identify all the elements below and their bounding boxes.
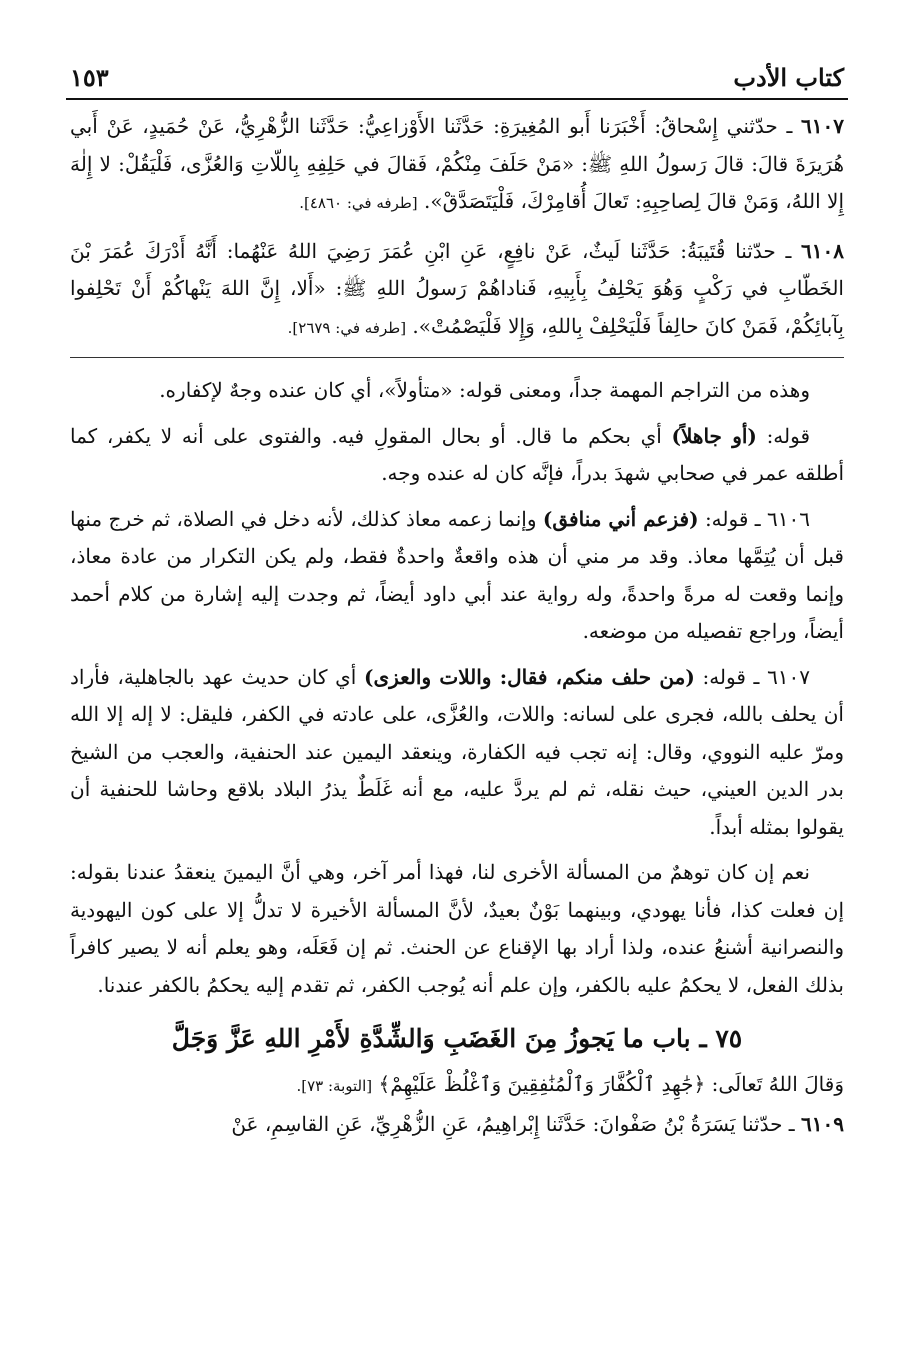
commentary-text: أي كان حديث عهد بالجاهلية، فأراد أن يحلف بالله، فجرى على لسانه: واللات، والعُزَّى، على عادته في الكفر، فليقل: لا إله إلا الله ومرّ عليه النووي، وقال: إنه تجب فيه الكفارة، وينعقد اليمين عند الحنفية، والعجب من الشيخ بدر الدين العيني، حيث نقله، ثم لم يردَّ عليه، مع أنه غَلَطٌ يذرُ البلاد بلاقع وحاشا للحنفية أن يقولوا بمثله أبداً.: [70, 664, 845, 839]
hadith-number: ٦١٠٩: [801, 1111, 844, 1136]
commentary-quote: (من حلف منكم، فقال: واللات والعزى): [364, 664, 695, 689]
hadith-text: حدّثني إِسْحاقُ: أَخْبَرَنا أَبو المُغِيرَةِ: حَدَّثَنا الأَوْزاعِيُّ: حَدَّثَنا الزُّهْرِيُّ، عَنْ حُمَيدٍ، عَنْ أَبي هُرَيرَةَ قالَ: قالَ رَسولُ اللهِ ﷺ: «مَنْ حَلَفَ مِنْكُمْ، فَقالَ في حَلِفِهِ بِاللّاتِ وَالعُزَّى، فَلْيَقُلْ: لا إِلٰهَ إِلا اللهُ، وَمَنْ قالَ لِصاحِبِهِ: تَعالَ أُقامِرْكَ، فَلْيَتَصَدَّقْ».: [70, 114, 844, 213]
commentary-text: وهذه من التراجم المهمة جداً، ومعنى قوله: «متأولاً»، أي كان عنده وجهٌ لإكفاره.: [159, 378, 810, 402]
commentary-quote: (أو جاهلاً): [671, 423, 757, 448]
book-title: كتاب الأدب: [733, 63, 844, 92]
commentary-quote: (فزعم أني منافق): [542, 506, 699, 531]
commentary-paragraph: [70, 659, 844, 847]
hadith-6109: ٦١٠٩ ـ حدّثنا يَسَرَةُ بْنُ صَفْوانَ: حَدَّثَنا إِبْراهِيمُ، عَنِ الزُّهْرِيِّ، عَنِ القاسِمِ، عَنْ: [231, 1111, 844, 1136]
commentary-text: وإنما زعمه معاذ كذلك، لأنه دخل في الصلاة، ثم خرج منها قبل أن يُتِمَّها معاذ. وقد مر مني أن هذه واقعةٌ واحدةٌ فقط، ولم يكن التكرار من عادة معاذ، وإنما وقعت له مرةً واحدةً، وله رواية عند أبي داود أيضاً، ثم وجدت إليه إشارة من كلام أحمد أيضاً، وراجع تفصيله من موضعه.: [70, 506, 844, 643]
page-number: ١٥٣: [70, 63, 109, 92]
commentary-lead: ٦١٠٦ ـ قوله:: [704, 506, 810, 531]
page-content: [70, 108, 844, 1143]
commentary-lead: ٦١٠٧ ـ قوله:: [702, 664, 811, 689]
commentary-paragraph: [70, 854, 844, 1004]
commentary-separator: [70, 357, 844, 358]
hadith-reference: [طرفه في: ٢٦٧٩].: [287, 318, 407, 337]
commentary-paragraph: [70, 501, 844, 651]
hadith-reference: [طرفه في: ٤٨٦٠].: [299, 194, 418, 212]
hadith-6107: ٦١٠٧ ـ حدّثني إِسْحاقُ: أَخْبَرَنا أَبو المُغِيرَةِ: حَدَّثَنا الأَوْزاعِيُّ: حَدَّثَنا الزُّهْرِيُّ، عَنْ حُمَيدٍ، عَنْ أَبي هُرَيرَةَ قالَ: قالَ رَسولُ اللهِ ﷺ: «مَنْ حَلَفَ مِنْكُمْ، فَقالَ في حَلِفِهِ بِاللّاتِ وَالعُزَّى، فَلْيَقُلْ: لا إِلٰهَ إِلا اللهُ، وَمَنْ قالَ لِصاحِبِهِ: تَعالَ أُقامِرْكَ، فَلْيَتَصَدَّقْ». [طرفه في: ٤٨٦٠].: [70, 114, 844, 213]
commentary-paragraph: [70, 372, 844, 410]
chapter-heading: ٧٥ ـ باب ما يَجوزُ مِنَ الغَضَبِ وَالشِّدَّةِ لأَمْرِ اللهِ عَزَّ وَجَلَّ: [171, 1024, 743, 1053]
commentary-text: نعم إن كان توهمٌ من المسألة الأخرى لنا، فهذا أمر آخر، وهي أنَّ اليمينَ ينعقدُ عندنا بقوله: إن فعلت كذا، فأنا يهودي، وبينهما بَوْنٌ بعيدٌ، لأنَّ المسألة الأخيرة لا تدلُّ إلا على كون اليهودية والنصرانية أشنعُ عنده، ولذا أراد بها الإقناع عن الحنث. ثم إن فَعَلَه، وهو يعلم أنه لا يصير كافراً بذلك الفعل، لا يحكمُ عليه بالكفر، وإن علم أنه يُوجب الكفر، ثم تقدم إليه يحكمُ بالكفر عندنا.: [70, 860, 844, 997]
hadith-text: حدّثنا يَسَرَةُ بْنُ صَفْوانَ: حَدَّثَنا إِبْراهِيمُ، عَنِ الزُّهْرِيِّ، عَنِ القاسِمِ، عَنْ: [231, 1111, 783, 1136]
page-header: [70, 44, 844, 92]
hadith-6108: ٦١٠٨ ـ حدّثنا قُتَيبَةُ: حَدَّثَنا لَيثٌ، عَنْ نافِعٍ، عَنِ ابْنِ عُمَرَ رَضِيَ اللهُ عَنْهُما: أَنَّهُ أَدْرَكَ عُمَرَ بْنَ الخَطّابِ في رَكْبٍ وَهُوَ يَحْلِفُ بِأَبِيهِ، فَناداهُمْ رَسولُ اللهِ ﷺ: «أَلا، إِنَّ اللهَ يَنْهاكُمْ أَنْ تَحْلِفوا بِآبائِكُمْ، فَمَنْ كانَ حالِفاً فَلْيَحْلِفْ بِاللهِ، وَإِلا فَلْيَصْمُتْ». [طرفه في: ٢٦٧٩].: [70, 238, 845, 338]
quran-verse-line: [70, 1066, 844, 1106]
commentary-paragraph: [70, 418, 844, 493]
hadith-number: ٦١٠٨: [801, 238, 845, 263]
commentary-text: أي بحكم ما قال. أو بحال المقولِ فيه. والفتوى على أنه لا يكفر، كما أطلقه عمر في صحابي شهدَ بدراً، فإنَّه كان له عنده وجه.: [70, 423, 844, 485]
verse-text: ﴿جَٰهِدِ ٱلْكُفَّارَ وَٱلْمُنَٰفِقِينَ وَٱغْلُظْ عَلَيْهِمْ﴾: [378, 1072, 706, 1096]
verse-reference: [التوبة: ٧٣].: [296, 1077, 373, 1095]
chapter-number: ٧٥: [715, 1024, 743, 1053]
commentary-lead: قوله:: [766, 423, 811, 448]
hadith-text: حدّثنا قُتَيبَةُ: حَدَّثَنا لَيثٌ، عَنْ نافِعٍ، عَنِ ابْنِ عُمَرَ رَضِيَ اللهُ عَنْهُما: أَنَّهُ أَدْرَكَ عُمَرَ بْنَ الخَطّابِ في رَكْبٍ وَهُوَ يَحْلِفُ بِأَبِيهِ، فَناداهُمْ رَسولُ اللهِ ﷺ: «أَلا، إِنَّ اللهَ يَنْهاكُمْ أَنْ تَحْلِفوا بِآبائِكُمْ، فَمَنْ كانَ حالِفاً فَلْيَحْلِفْ بِاللهِ، وَإِلا فَلْيَصْمُتْ».: [70, 238, 844, 338]
chapter-title: باب ما يَجوزُ مِنَ الغَضَبِ وَالشِّدَّةِ لأَمْرِ اللهِ عَزَّ وَجَلَّ: [171, 1024, 691, 1053]
hadith-number: ٦١٠٧: [801, 114, 844, 138]
verse-intro: وَقالَ اللهُ تَعالَى:: [711, 1072, 844, 1096]
header-rule: [66, 98, 848, 100]
